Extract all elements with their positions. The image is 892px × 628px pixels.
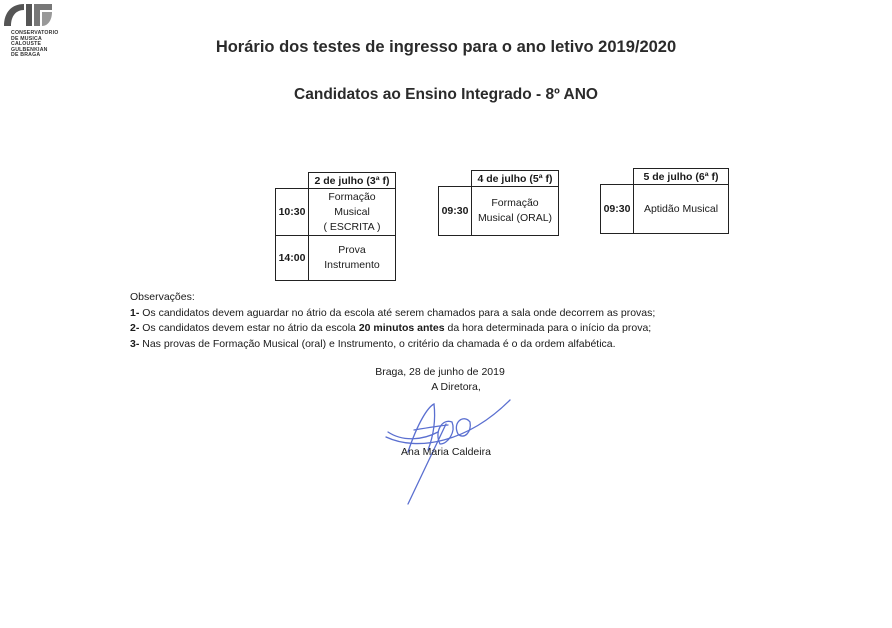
activity-line: Instrumento (324, 259, 380, 271)
table-corner (276, 173, 309, 189)
table-row (276, 189, 396, 236)
activity-line: Formação (328, 190, 376, 203)
logo-line: CALOUSTE (11, 41, 42, 48)
page-title: Horário dos testes de ingresso para o ano letivo 2019/2020 (215, 38, 677, 56)
observation-number: 1- (130, 306, 140, 319)
schedule-table-4-julho (438, 170, 559, 236)
date-header: 4 de julho (5ª f) (472, 171, 559, 187)
activity-line: Musical (334, 205, 370, 218)
date-header: 5 de julho (6ª f) (634, 169, 729, 185)
activity-cell (309, 189, 396, 236)
time-cell: 10:30 (276, 189, 309, 236)
schedule-table-5-julho (600, 168, 729, 234)
observation-text: Os candidatos devem aguardar no átrio da escola até serem chamados para a sala onde decorrem as provas; (139, 306, 656, 319)
observation-item (130, 321, 655, 337)
activity-line: Formação (491, 197, 539, 209)
page-subtitle: Candidatos ao Ensino Integrado - 8º ANO (294, 86, 598, 103)
logo-mark-icon (0, 0, 60, 30)
signatory-name: Ana Maria Caldeira (401, 446, 491, 458)
activity-cell (634, 185, 729, 234)
date-header: 2 de julho (3ª f) (309, 173, 396, 189)
time-cell: 09:30 (439, 187, 472, 236)
table-row (601, 185, 729, 234)
logo-line: CONSERVATORIO (11, 30, 59, 36)
observation-item (130, 337, 655, 353)
time-cell: 09:30 (601, 185, 634, 234)
table-corner (439, 171, 472, 187)
logo-line: GULBENKIAN (11, 46, 48, 53)
activity-line: Prova (338, 244, 366, 256)
schedule-table-2-julho (275, 172, 396, 281)
observations (130, 290, 655, 352)
table-corner (601, 169, 634, 185)
logo-line: DE MUSICA (11, 35, 42, 42)
time-cell: 14:00 (276, 236, 309, 281)
table-row (439, 187, 559, 236)
observation-text: Nas provas de Formação Musical (oral) e Instrumento, o critério da chamada é o da ordem alfabética. (139, 337, 616, 350)
activity-line: Aptidão Musical (643, 202, 719, 215)
logo-text (11, 31, 58, 59)
place-date: Braga, 28 de junho de 2019 (375, 366, 505, 378)
table-row (276, 236, 396, 281)
observations-heading: Observações: (130, 291, 195, 303)
observation-text: da hora determinada para o início da prova; (444, 322, 652, 334)
observation-item (130, 306, 655, 322)
observation-number: 2- (130, 322, 140, 334)
activity-cell (472, 187, 559, 236)
conservatorio-logo (0, 0, 80, 70)
activity-cell (309, 236, 396, 281)
activity-line: ( ESCRITA ) (323, 220, 381, 233)
observation-number: 3- (130, 337, 140, 350)
signatory-role: A Diretora, (431, 381, 481, 393)
observation-emphasis: 20 minutos antes (358, 322, 445, 334)
observation-text: Os candidatos devem estar no átrio da escola (139, 322, 359, 334)
logo-line: DE BRAGA (11, 52, 41, 59)
activity-line: Musical (ORAL) (477, 212, 553, 224)
